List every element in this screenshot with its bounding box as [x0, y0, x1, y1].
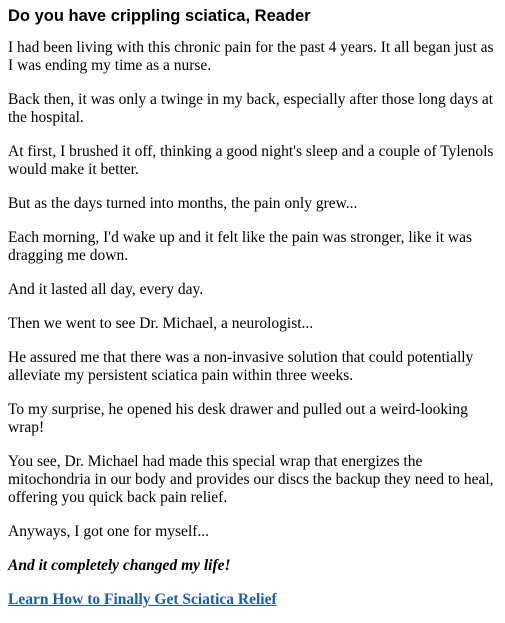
- paragraph-wrap-reveal: To my surprise, he opened his desk drawer and pulled out a weird-looking wrap!: [8, 401, 468, 436]
- paragraph-pain-history: I had been living with this chronic pain for the past 4 years. It all began just as I was ending my time as a nurse.: [8, 39, 494, 74]
- paragraph-back-twinge: Back then, it was only a twinge in my back, especially after those long days at the hospital.: [8, 91, 494, 126]
- emphasis-line: And it completely changed my life!: [8, 557, 231, 574]
- paragraph-each-morning: Each morning, I'd wake up and it felt like the pain was stronger, like it was dragging me down.: [8, 229, 473, 264]
- paragraph-solution: He assured me that there was a non-invasive solution that could potentially alleviate my persistent sciatica pain within three weeks.: [8, 349, 474, 384]
- paragraph-brushed-off: At first, I brushed it off, thinking a good night's sleep and a couple of Tylenols would make it better.: [8, 143, 494, 178]
- paragraph-wrap-explanation: You see, Dr. Michael had made this special wrap that energizes the mitochondria in our body and provides our discs the backup they need to heal, offering you quick back pain relief.: [8, 453, 494, 506]
- paragraph-pain-grew: But as the days turned into months, the pain only grew...: [8, 195, 358, 212]
- sciatica-relief-link[interactable]: Learn How to Finally Get Sciatica Relief: [8, 591, 277, 608]
- paragraph-neurologist: Then we went to see Dr. Michael, a neurologist...: [8, 315, 314, 332]
- paragraph-got-one: Anyways, I got one for myself...: [8, 523, 210, 540]
- paragraph-all-day: And it lasted all day, every day.: [8, 281, 204, 298]
- email-title: Do you have crippling sciatica, Reader: [8, 7, 311, 25]
